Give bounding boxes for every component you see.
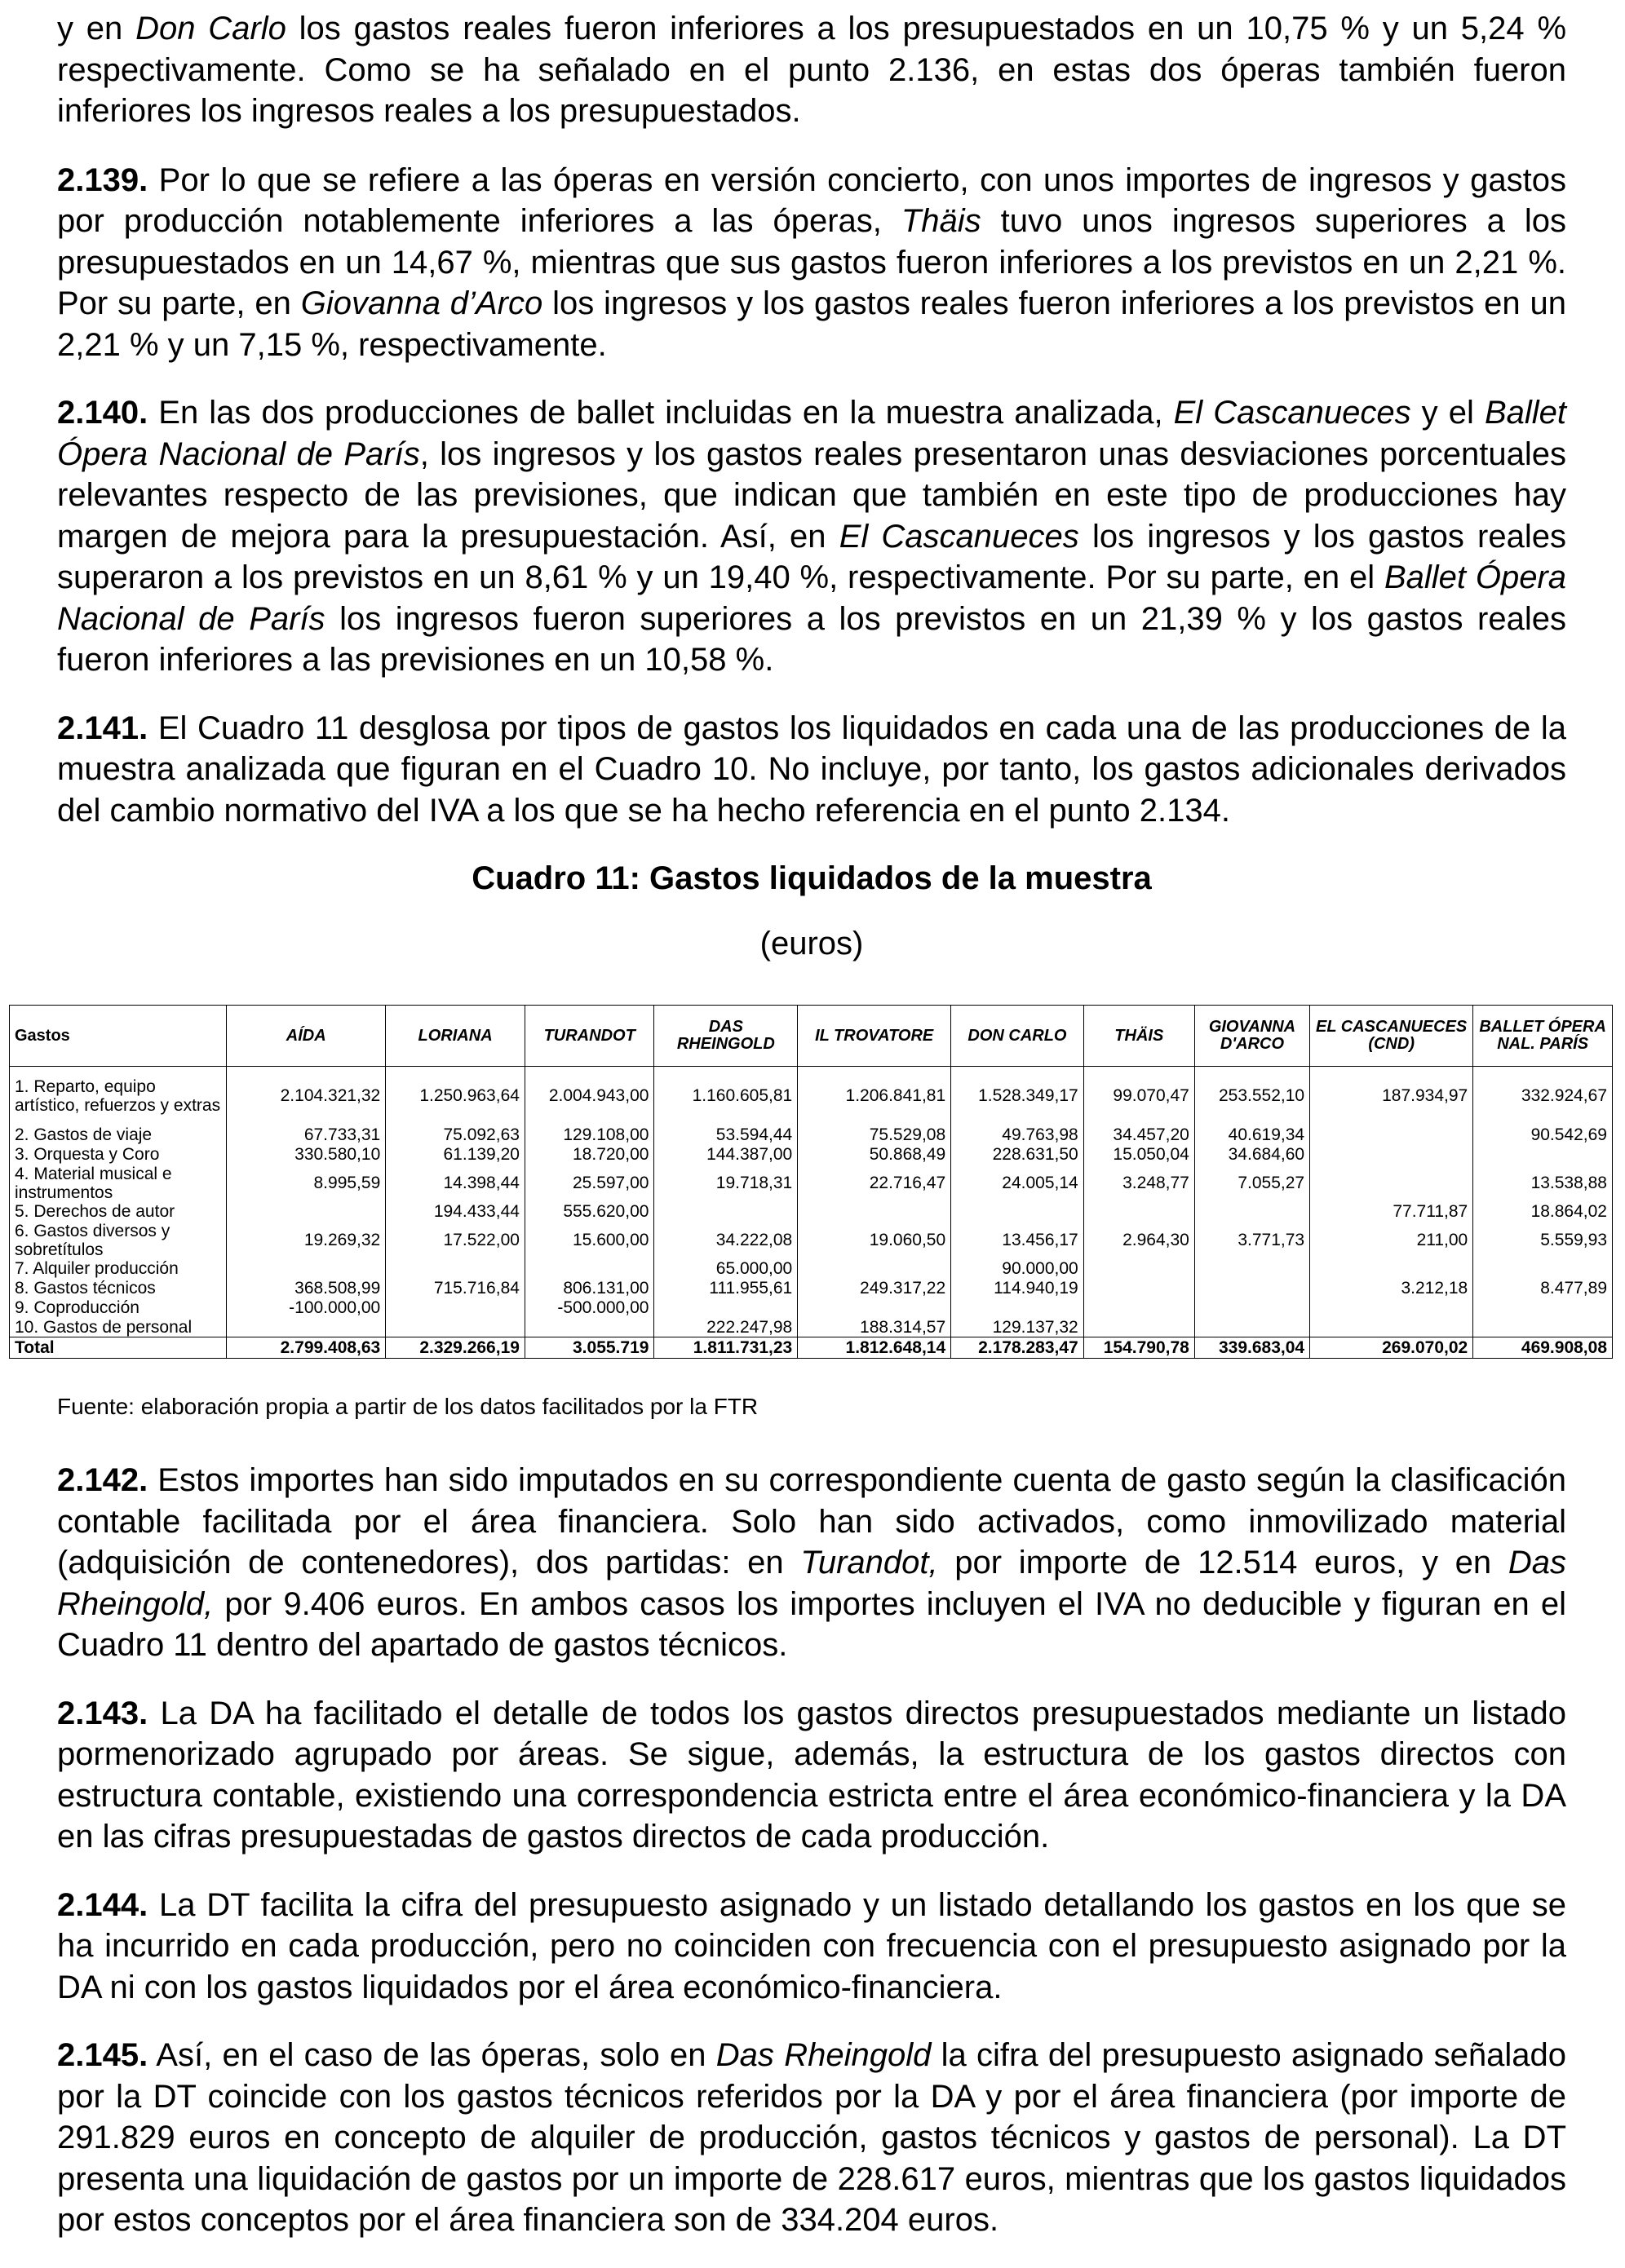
table-cell	[951, 1298, 1084, 1318]
table-cell: 3.212,18	[1310, 1279, 1473, 1298]
table-cell: 114.940,19	[951, 1279, 1084, 1298]
table-cell	[525, 1259, 654, 1279]
table-cell: 3.771,73	[1194, 1222, 1309, 1259]
table-header-row	[10, 1006, 1613, 1067]
table-cell: 5.559,93	[1473, 1222, 1613, 1259]
table-cell: 228.631,50	[951, 1145, 1084, 1165]
table-cell: 111.955,61	[654, 1279, 798, 1298]
total-cell: 154.790,78	[1083, 1337, 1194, 1359]
table-cell	[654, 1298, 798, 1318]
table-cell: 8.477,89	[1473, 1279, 1613, 1298]
table-cell	[1310, 1145, 1473, 1165]
italic-title: El Cascanueces	[839, 518, 1079, 555]
italic-title: Das Rheingold	[715, 2037, 932, 2073]
column-header: IL TROVATORE	[798, 1006, 951, 1067]
paragraph-text: El Cuadro 11 desglosa por tipos de gastos los liquidados en cada una de las producciones de la muestra analizada que figuran en el Cuadro 10. No incluye, por tanto, los gastos adicionales derivados del cambio normativo del IVA a los que se ha hecho referencia en el punto 2.134.	[57, 710, 1566, 829]
table-cell	[1310, 1125, 1473, 1145]
table-cell: 222.247,98	[654, 1318, 798, 1337]
paragraph-text: por importe de 12.514 euros, y en	[937, 1545, 1508, 1581]
table-cell	[798, 1202, 951, 1222]
table-cell: 3.248,77	[1083, 1165, 1194, 1202]
table-cell	[1473, 1298, 1613, 1318]
top-paragraphs	[57, 8, 1566, 831]
table-cell: 555.620,00	[525, 1202, 654, 1222]
paragraph-text: la cifra del presupuesto asignado señalado por la DT coincide con los gastos técnicos referidos por la DA y por el área financiera (por importe de 291.829 euros en concepto de alquiler de producción, gastos técnicos y gastos de personal). La DT presenta una liquidación de gastos por un importe de 228.617 euros, mientras que los gastos liquidados por estos conceptos por el área financiera son de 334.204 euros.	[57, 2037, 1566, 2238]
total-cell: 269.070,02	[1310, 1337, 1473, 1359]
table-cell	[1473, 1259, 1613, 1279]
table-cell	[1194, 1318, 1309, 1337]
table-cell: 129.108,00	[525, 1125, 654, 1145]
table-cell: 34.222,08	[654, 1222, 798, 1259]
column-header: LORIANA	[386, 1006, 525, 1067]
table-cell: 8.995,59	[227, 1165, 386, 1202]
table-cell: 253.552,10	[1194, 1067, 1309, 1125]
table-row	[10, 1067, 1613, 1125]
table-cell	[1310, 1165, 1473, 1202]
table-row	[10, 1318, 1613, 1337]
table-cell: 330.580,10	[227, 1145, 386, 1165]
table-units: (euros)	[759, 926, 864, 962]
row-label: 5. Derechos de autor	[10, 1202, 227, 1222]
table-cell: 187.934,97	[1310, 1067, 1473, 1125]
table-cell: 1.160.605,81	[654, 1067, 798, 1125]
table-cell: 15.600,00	[525, 1222, 654, 1259]
table-row	[10, 1259, 1613, 1279]
paragraph-number: 2.143.	[57, 1695, 148, 1731]
table-row	[10, 1298, 1613, 1318]
table-row	[10, 1202, 1613, 1222]
table-row	[10, 1125, 1613, 1145]
table-cell: 61.139,20	[386, 1145, 525, 1165]
table-cell: 90.542,69	[1473, 1125, 1613, 1145]
expenses-table	[9, 1005, 1613, 1359]
paragraph-text: y en	[57, 11, 136, 46]
table-cell: 67.733,31	[227, 1125, 386, 1145]
paragraph-number: 2.144.	[57, 1886, 148, 1923]
table-cell: 806.131,00	[525, 1279, 654, 1298]
table-cell: 34.457,20	[1083, 1125, 1194, 1145]
table-cell	[1194, 1259, 1309, 1279]
table-cell: 50.868,49	[798, 1145, 951, 1165]
row-label: 8. Gastos técnicos	[10, 1279, 227, 1298]
table-cell: 15.050,04	[1083, 1145, 1194, 1165]
italic-title: Thäis	[901, 203, 981, 239]
table-cell	[798, 1298, 951, 1318]
table-cell: 40.619,34	[1194, 1125, 1309, 1145]
paragraph-number: 2.142.	[57, 1462, 148, 1498]
table-cell	[227, 1202, 386, 1222]
paragraph	[57, 1460, 1566, 1666]
table-cell: 13.538,88	[1473, 1165, 1613, 1202]
table-cell	[1194, 1202, 1309, 1222]
table-cell	[1310, 1298, 1473, 1318]
column-header: GIOVANNA D'ARCO	[1194, 1006, 1309, 1067]
column-header: EL CASCANUECES (CND)	[1310, 1006, 1473, 1067]
paragraph-text: los ingresos y los gastos reales superaron a los previstos en un 8,61 % y un 19,40 %, respectivamente. Por su parte, en el	[57, 518, 1566, 595]
table-cell: 332.924,67	[1473, 1067, 1613, 1125]
table-cell	[1310, 1259, 1473, 1279]
italic-title: Ballet Ópera Nacional de París	[57, 395, 1566, 472]
row-label: 1. Reparto, equipo artístico, refuerzos y extras	[10, 1067, 227, 1125]
paragraph-text: por 9.406 euros. En ambos casos los importes incluyen el IVA no deducible y figuran en el Cuadro 11 dentro del apartado de gastos técnicos.	[57, 1585, 1566, 1663]
italic-title: Don Carlo	[135, 11, 286, 46]
table-cell	[1473, 1145, 1613, 1165]
table-cell: 25.597,00	[525, 1165, 654, 1202]
table-cell: 144.387,00	[654, 1145, 798, 1165]
table-row	[10, 1279, 1613, 1298]
bottom-paragraphs	[57, 1460, 1566, 2268]
total-cell: 1.812.648,14	[798, 1337, 951, 1359]
table-row	[10, 1145, 1613, 1165]
paragraph-number: 2.145.	[57, 2037, 148, 2073]
italic-title: Ballet Ópera Nacional de París	[57, 559, 1567, 637]
table-cell	[1194, 1279, 1309, 1298]
paragraph	[57, 1693, 1566, 1858]
table-cell: 211,00	[1310, 1222, 1473, 1259]
total-cell: 2.329.266,19	[386, 1337, 525, 1359]
column-header: DAS RHEINGOLD	[654, 1006, 798, 1067]
column-header: DON CARLO	[951, 1006, 1084, 1067]
paragraph	[57, 160, 1566, 366]
paragraph-text: , los ingresos y los gastos reales presentaron unas desviaciones porcentuales relevantes respecto de las previsiones, que indican que también en este tipo de producciones hay margen de mejora para la presupuestación. Así, en	[57, 435, 1566, 555]
total-row	[10, 1337, 1613, 1359]
table-cell	[798, 1259, 951, 1279]
table-cell	[1083, 1298, 1194, 1318]
table-cell	[1083, 1279, 1194, 1298]
paragraph-text: los gastos reales fueron inferiores a los presupuestados en un 10,75 % y un 5,24 % respectivamente. Como se ha señalado en el punto 2.136, en estas dos óperas también fueron inferiores los ingresos reales a los presupuestados.	[57, 11, 1567, 129]
paragraph-number: 2.139.	[57, 161, 148, 198]
table-cell: 1.528.349,17	[951, 1067, 1084, 1125]
table-body	[10, 1067, 1613, 1359]
table-cell: 249.317,22	[798, 1279, 951, 1298]
table-cell: 75.092,63	[386, 1125, 525, 1145]
total-label: Total	[10, 1337, 227, 1359]
row-label: 4. Material musical e instrumentos	[10, 1165, 227, 1202]
paragraph	[57, 708, 1566, 832]
table-cell: 14.398,44	[386, 1165, 525, 1202]
table-cell	[1083, 1259, 1194, 1279]
table-cell	[386, 1318, 525, 1337]
table-cell: 715.716,84	[386, 1279, 525, 1298]
column-header: Gastos	[10, 1006, 227, 1067]
column-header: AÍDA	[227, 1006, 386, 1067]
table-cell: 1.206.841,81	[798, 1067, 951, 1125]
table-source: Fuente: elaboración propia a partir de los datos facilitados por la FTR	[57, 1394, 759, 1419]
row-label: 9. Coproducción	[10, 1298, 227, 1318]
column-header: TURANDOT	[525, 1006, 654, 1067]
table-cell	[951, 1202, 1084, 1222]
table-cell: 2.104.321,32	[227, 1067, 386, 1125]
table-cell	[1083, 1318, 1194, 1337]
table-cell	[227, 1259, 386, 1279]
table-cell: 7.055,27	[1194, 1165, 1309, 1202]
paragraph-text: Por lo que se refiere a las óperas en versión concierto, con unos importes de ingresos y gastos por producción notablemente inferiores a las óperas,	[57, 161, 1566, 239]
paragraph-text: En las dos producciones de ballet incluidas en la muestra analizada,	[148, 395, 1174, 431]
total-cell: 3.055.719	[525, 1337, 654, 1359]
row-label: 2. Gastos de viaje	[10, 1125, 227, 1145]
paragraph-text: La DA ha facilitado el detalle de todos los gastos directos presupuestados mediante un listado pormenorizado agrupado por áreas. Se sigue, además, la estructura de los gastos directos con estructura contable, existiendo una correspondencia estricta entre el área económico-financiera y la DA en las cifras presupuestadas de gastos directos de cada producción.	[57, 1695, 1566, 1855]
table-cell: 18.864,02	[1473, 1202, 1613, 1222]
paragraph	[57, 392, 1566, 681]
table-cell	[1310, 1318, 1473, 1337]
paragraph-number: 2.141.	[57, 710, 148, 746]
table-cell: 49.763,98	[951, 1125, 1084, 1145]
table-cell: 17.522,00	[386, 1222, 525, 1259]
paragraph-text: Así, en el caso de las óperas, solo en	[148, 2037, 716, 2073]
table-cell: 19.269,32	[227, 1222, 386, 1259]
table-cell: 19.060,50	[798, 1222, 951, 1259]
table-cell: 368.508,99	[227, 1279, 386, 1298]
table-cell	[1194, 1298, 1309, 1318]
table-cell: 77.711,87	[1310, 1202, 1473, 1222]
total-cell: 2.799.408,63	[227, 1337, 386, 1359]
italic-title: El Cascanueces	[1173, 395, 1411, 431]
table-cell: 1.250.963,64	[386, 1067, 525, 1125]
table-cell	[525, 1318, 654, 1337]
table-cell: -100.000,00	[227, 1298, 386, 1318]
paragraph-text: tuvo unos ingresos superiores a los presupuestados en un 14,67 %, mientras que sus gastos fueron inferiores a los previstos en un 2,21 %. Por su parte, en	[57, 203, 1567, 321]
table-cell	[386, 1298, 525, 1318]
table-cell	[386, 1259, 525, 1279]
column-header: THÄIS	[1083, 1006, 1194, 1067]
total-cell: 2.178.283,47	[951, 1337, 1084, 1359]
table-cell: -500.000,00	[525, 1298, 654, 1318]
italic-title: Giovanna d’Arco	[300, 285, 543, 321]
table-cell	[654, 1202, 798, 1222]
table-cell: 194.433,44	[386, 1202, 525, 1222]
table-cell: 65.000,00	[654, 1259, 798, 1279]
total-cell: 1.811.731,23	[654, 1337, 798, 1359]
paragraph	[57, 2035, 1566, 2241]
table-cell: 18.720,00	[525, 1145, 654, 1165]
table-row	[10, 1222, 1613, 1259]
table-cell: 34.684,60	[1194, 1145, 1309, 1165]
paragraph	[57, 8, 1566, 132]
table-cell	[1083, 1202, 1194, 1222]
table-cell: 129.137,32	[951, 1318, 1084, 1337]
paragraph-text: los ingresos y los gastos reales fueron inferiores a los previstos en un 2,21 % y un 7,15 %, respectivamente.	[57, 285, 1566, 363]
table-cell: 2.964,30	[1083, 1222, 1194, 1259]
column-header: BALLET ÓPERA NAL. PARÍS	[1473, 1006, 1613, 1067]
table-cell: 24.005,14	[951, 1165, 1084, 1202]
paragraph	[57, 1885, 1566, 2009]
italic-title: Das Rheingold,	[57, 1545, 1566, 1622]
table-cell: 75.529,08	[798, 1125, 951, 1145]
table-cell	[1473, 1318, 1613, 1337]
row-label: 6. Gastos diversos y sobretítulos	[10, 1222, 227, 1259]
paragraph-number: 2.140.	[57, 395, 148, 431]
table-cell	[227, 1318, 386, 1337]
table-cell: 188.314,57	[798, 1318, 951, 1337]
total-cell: 469.908,08	[1473, 1337, 1613, 1359]
table-cell: 19.718,31	[654, 1165, 798, 1202]
table-row	[10, 1165, 1613, 1202]
table-cell: 90.000,00	[951, 1259, 1084, 1279]
table-cell: 53.594,44	[654, 1125, 798, 1145]
table-cell: 22.716,47	[798, 1165, 951, 1202]
document-page	[15, 8, 1607, 2238]
table-caption: Cuadro 11: Gastos liquidados de la muestra	[472, 860, 1152, 896]
paragraph-text: los ingresos fueron superiores a los previstos en un 21,39 % y los gastos reales fueron inferiores a las previsiones en un 10,58 %.	[57, 600, 1566, 678]
row-label: 7. Alquiler producción	[10, 1259, 227, 1279]
table-cell: 13.456,17	[951, 1222, 1084, 1259]
total-cell: 339.683,04	[1194, 1337, 1309, 1359]
table-cell: 99.070,47	[1083, 1067, 1194, 1125]
row-label: 10. Gastos de personal	[10, 1318, 227, 1337]
italic-title: Turandot,	[800, 1545, 938, 1581]
paragraph-text: La DT facilita la cifra del presupuesto asignado y un listado detallando los gastos en los que se ha incurrido en cada producción, pero no coinciden con frecuencia con el presupuesto asignado por la DA ni con los gastos liquidados por el área económico-financiera.	[57, 1886, 1566, 2005]
paragraph-text: Estos importes han sido imputados en su correspondiente cuenta de gasto según la clasificación contable facilitada por el área financiera. Solo han sido activados, como inmovilizado material (adquisición de contenedores), dos partidas: en	[57, 1462, 1566, 1581]
row-label: 3. Orquesta y Coro	[10, 1145, 227, 1165]
paragraph-text: y el	[1410, 395, 1485, 431]
table-cell: 2.004.943,00	[525, 1067, 654, 1125]
